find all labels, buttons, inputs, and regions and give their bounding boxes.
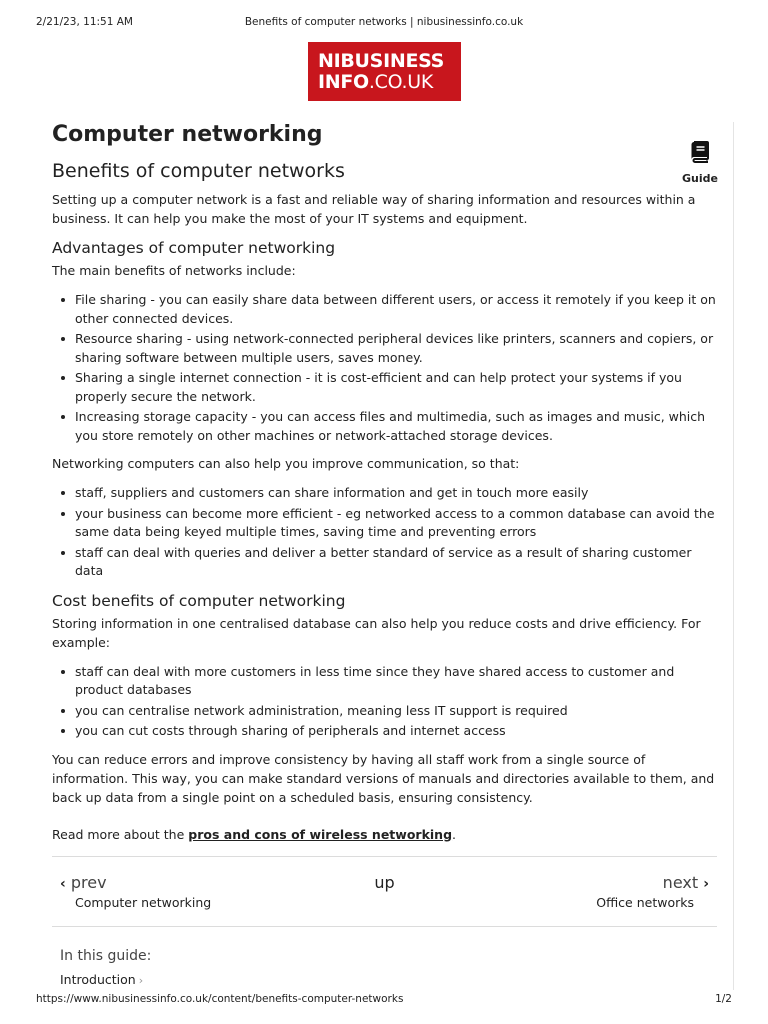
site-logo[interactable] [308, 42, 461, 101]
read-more-paragraph [52, 825, 717, 844]
section-lead: The main benefits of networks include: [52, 263, 296, 278]
read-more-prefix: Read more about the [52, 826, 189, 842]
list-item: staff can deal with queries and deliver a better standard of service as a result of sharing customer data [52, 544, 717, 581]
page-title: Computer networking [52, 122, 323, 147]
wireless-networking-link[interactable]: pros and cons of wireless networking [188, 826, 453, 842]
print-header [36, 16, 732, 30]
list-item: your business can become more efficient - eg networked access to a common database can avoid the same data being keyed multiple times, saving time and preventing errors [52, 505, 717, 542]
prev-label: prev [70, 873, 107, 892]
guide-pager [52, 856, 717, 927]
page-subtitle: Benefits of computer networks [52, 160, 345, 182]
up-label: up [374, 873, 395, 892]
communication-list [52, 484, 717, 581]
cost-benefits-list [52, 663, 717, 741]
next-page-title: Office networks [596, 895, 694, 910]
list-item: staff, suppliers and customers can share information and get in touch more easily [52, 484, 717, 503]
list-item: you can cut costs through sharing of peripherals and internet access [52, 722, 717, 741]
sidebar-divider [733, 122, 734, 990]
list-item: Sharing a single internet connection - it is cost-efficient and can help protect your systems if you properly secure the network. [52, 369, 717, 406]
section-lead: Storing information in one centralised database can also help you reduce costs and drive efficiency. For example: [52, 615, 701, 650]
guide-nav-item-introduction[interactable] [60, 972, 143, 987]
next-label: next [662, 873, 699, 892]
intro-paragraph: Setting up a computer network is a fast and reliable way of sharing information and resources within a business. It can help you make the most of your IT systems and equipment. [52, 192, 696, 226]
list-item: you can centralise network administration, meaning less IT support is required [52, 702, 717, 721]
closing-paragraph: You can reduce errors and improve consistency by having all staff work from a single source of information. This way, you can make standard versions of manuals and directories available to them, and back up data from a single point on a scheduled basis, ensuring consistency. [52, 751, 715, 805]
section-heading-advantages: Advantages of computer networking [52, 239, 336, 257]
print-url: https://www.nibusinessinfo.co.uk/content/benefits-computer-networks [36, 993, 404, 1005]
chevron-right-icon: › [703, 876, 709, 892]
communication-lead: Networking computers can also help you improve communication, so that: [52, 456, 520, 471]
list-item: File sharing - you can easily share data between different users, or access it remotely if you keep it on other connected devices. [52, 291, 717, 328]
article-content [52, 120, 717, 844]
print-page-title: Benefits of computer networks | nibusinessinfo.co.uk [244, 16, 524, 28]
list-item: Increasing storage capacity - you can access files and multimedia, such as images and music, which you store remotely on other machines or network-attached storage devices. [52, 408, 717, 445]
benefits-list [52, 291, 717, 445]
logo-domain: .CO.UK [368, 71, 434, 93]
prev-page-title: Computer networking [75, 895, 212, 910]
guide-nav-label: Introduction [60, 972, 136, 987]
section-heading-cost-benefits: Cost benefits of computer networking [52, 591, 346, 610]
logo-info: INFO [318, 71, 369, 93]
logo-ni: NI [318, 50, 341, 72]
logo-business: BUSINESS [340, 50, 445, 72]
chevron-right-icon: › [138, 974, 144, 987]
print-datetime: 2/21/23, 11:51 AM [36, 16, 133, 28]
list-item: staff can deal with more customers in less time since they have shared access to customer and product databases [52, 663, 717, 700]
in-guide-heading: In this guide: [60, 948, 152, 964]
list-item: Resource sharing - using network-connected peripheral devices like printers, scanners and copiers, or sharing software between multiple users, saves money. [52, 330, 717, 367]
print-page-number: 1/2 [715, 993, 732, 1005]
chevron-left-icon: ‹ [60, 876, 66, 892]
next-page-link[interactable] [596, 873, 709, 910]
read-more-suffix: . [452, 826, 457, 842]
guide-label: Guide [682, 172, 718, 185]
